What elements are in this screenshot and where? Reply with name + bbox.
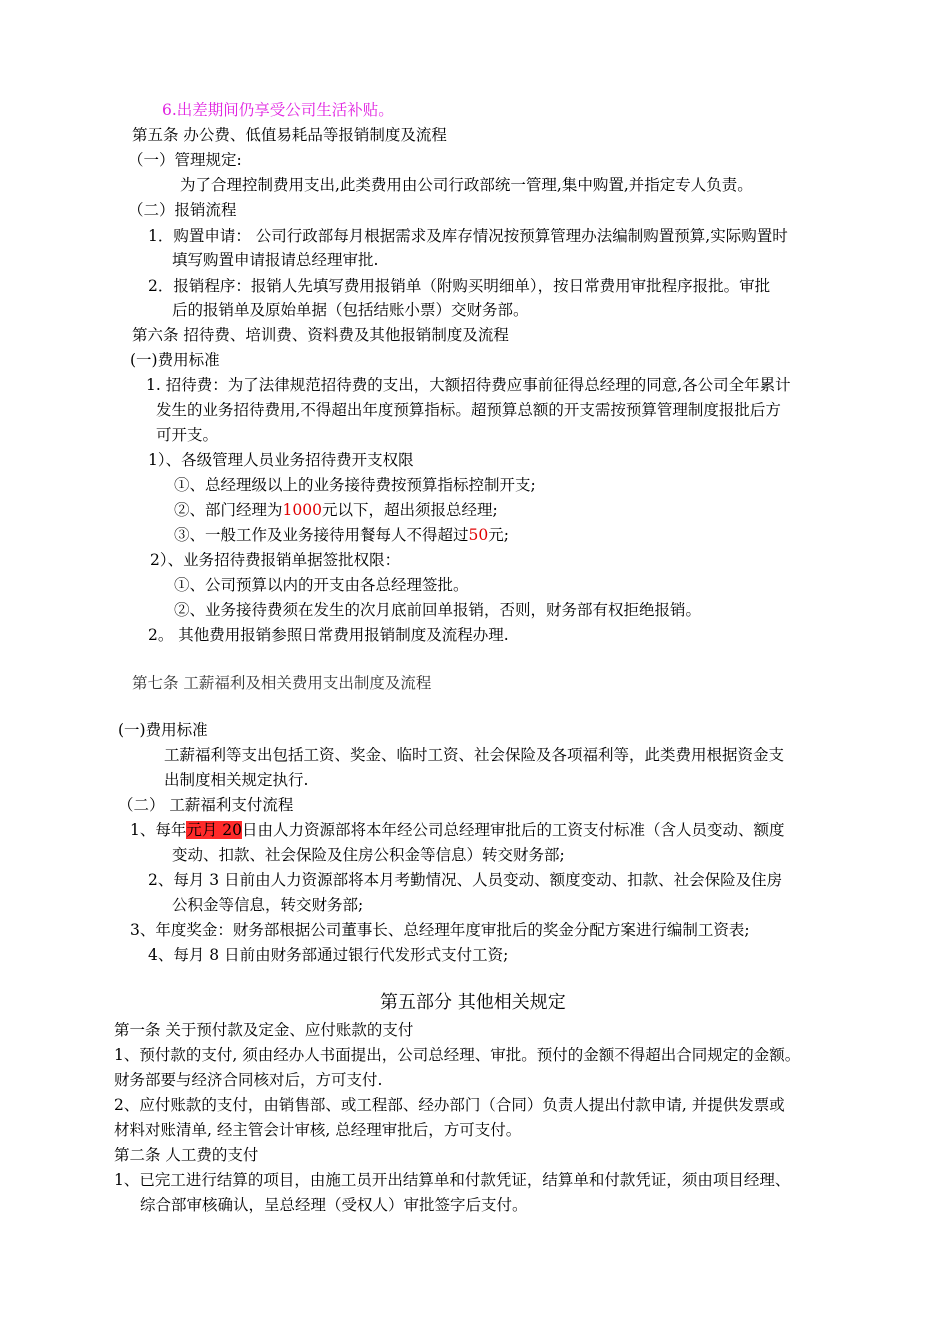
text-line: 财务部要与经济合同核对后，方可支付. [114,1071,383,1089]
part-title: 第五部分 其他相关规定 [380,992,566,1013]
text-line: 1、每年元月 20日由人力资源部将本年经公司总经理审批后的工资支付标准（含人员变动、额度 [130,821,785,839]
text-line: 材料对账清单, 经主管会计审核, 总经理审批后，方可支付。 [114,1121,522,1139]
text-line: 工薪福利等支出包括工资、奖金、临时工资、社会保险及各项福利等，此类费用根据资金支 [164,746,785,764]
text-line: （一）管理规定: [128,151,242,169]
text-line: 3、年度奖金：财务部根据公司董事长、总经理年度审批后的奖金分配方案进行编制工资表; [130,921,750,939]
text-line: 1）、各级管理人员业务招待费开支权限 [148,451,414,469]
text-line: 1．购置申请： 公司行政部每月根据需求及库存情况按预算管理办法编制购置预算,实际购置时 [148,227,788,245]
text-line: 6.出差期间仍享受公司生活补贴。 [162,101,394,119]
text-line: （二） 工薪福利支付流程 [118,796,294,814]
text-line: ①、公司预算以内的开支由各总经理签批。 [174,576,469,594]
section-heading: 第六条 招待费、培训费、资料费及其他报销制度及流程 [132,326,509,344]
text-line: 为了合理控制费用支出,此类费用由公司行政部统一管理,集中购置,并指定专人负责。 [180,176,753,194]
text-line: 综合部审核确认，呈总经理（受权人）审批签字后支付。 [140,1196,528,1214]
section-heading: 第二条 人工费的支付 [114,1146,259,1164]
text-line: ②、部门经理为1000元以下，超出须报总经理; [174,501,498,519]
text-line: 2。 其他费用报销参照日常费用报销制度及流程办理. [148,626,509,644]
text-line: 变动、扣款、社会保险及住房公积金等信息）转交财务部; [172,846,565,864]
text-line: (一)费用标准 [130,351,220,369]
text-line: 发生的业务招待费用,不得超出年度预算指标。超预算总额的开支需按预算管理制度报批后方 [156,401,781,419]
section-heading: 第一条 关于预付款及定金、应付账款的支付 [114,1021,414,1039]
text-line: （二）报销流程 [128,201,237,219]
text-line: 1. 招待费：为了法律规范招待费的支出，大额招待费应事前征得总经理的同意,各公司全年累计 [146,376,791,394]
text-line: 出制度相关规定执行. [164,771,309,789]
text-line: 2、每月 3 日前由人力资源部将本月考勤情况、人员变动、额度变动、扣款、社会保险及住房 [148,871,783,889]
text-line: 填写购置申请报请总经理审批. [172,251,379,269]
text-line: 4、每月 8 日前由财务部通过银行代发形式支付工资; [148,946,509,964]
text-line: 可开支。 [156,426,219,444]
amount-value: 50 [468,526,489,544]
text-line: 1、预付款的支付, 须由经办人书面提出，公司总经理、审批。预付的金额不得超出合同规定的金额。 [114,1046,801,1064]
section-heading: 第五条 办公费、低值易耗品等报销制度及流程 [132,126,447,144]
text-line: ②、业务接待费须在发生的次月底前回单报销，否则，财务部有权拒绝报销。 [174,601,702,619]
text-line: ①、总经理级以上的业务接待费按预算指标控制开支; [174,476,536,494]
text-line: ③、一般工作及业务接待用餐每人不得超过50元; [174,526,509,544]
text-line: 公积金等信息，转交财务部; [172,896,364,914]
text-line: 1、已完工进行结算的项目，由施工员开出结算单和付款凭证，结算单和付款凭证，须由项目经理、 [114,1171,791,1189]
amount-value: 1000 [282,501,322,519]
text-line: 2）、业务招待费报销单据签批权限： [150,551,401,569]
text-line: 2．报销程序：报销人先填写费用报销单（附购买明细单），按日常费用审批程序报批。审批 [148,277,771,295]
section-heading: 第七条 工薪福利及相关费用支出制度及流程 [132,674,432,692]
text-line: 后的报销单及原始单据（包括结账小票）交财务部。 [172,301,529,319]
text-line: (一)费用标准 [118,721,208,739]
highlighted-date: 元月 20 [186,821,243,839]
text-line: 2、应付账款的支付，由销售部、或工程部、经办部门（合同）负责人提出付款申请, 并提供发票或 [114,1096,785,1114]
